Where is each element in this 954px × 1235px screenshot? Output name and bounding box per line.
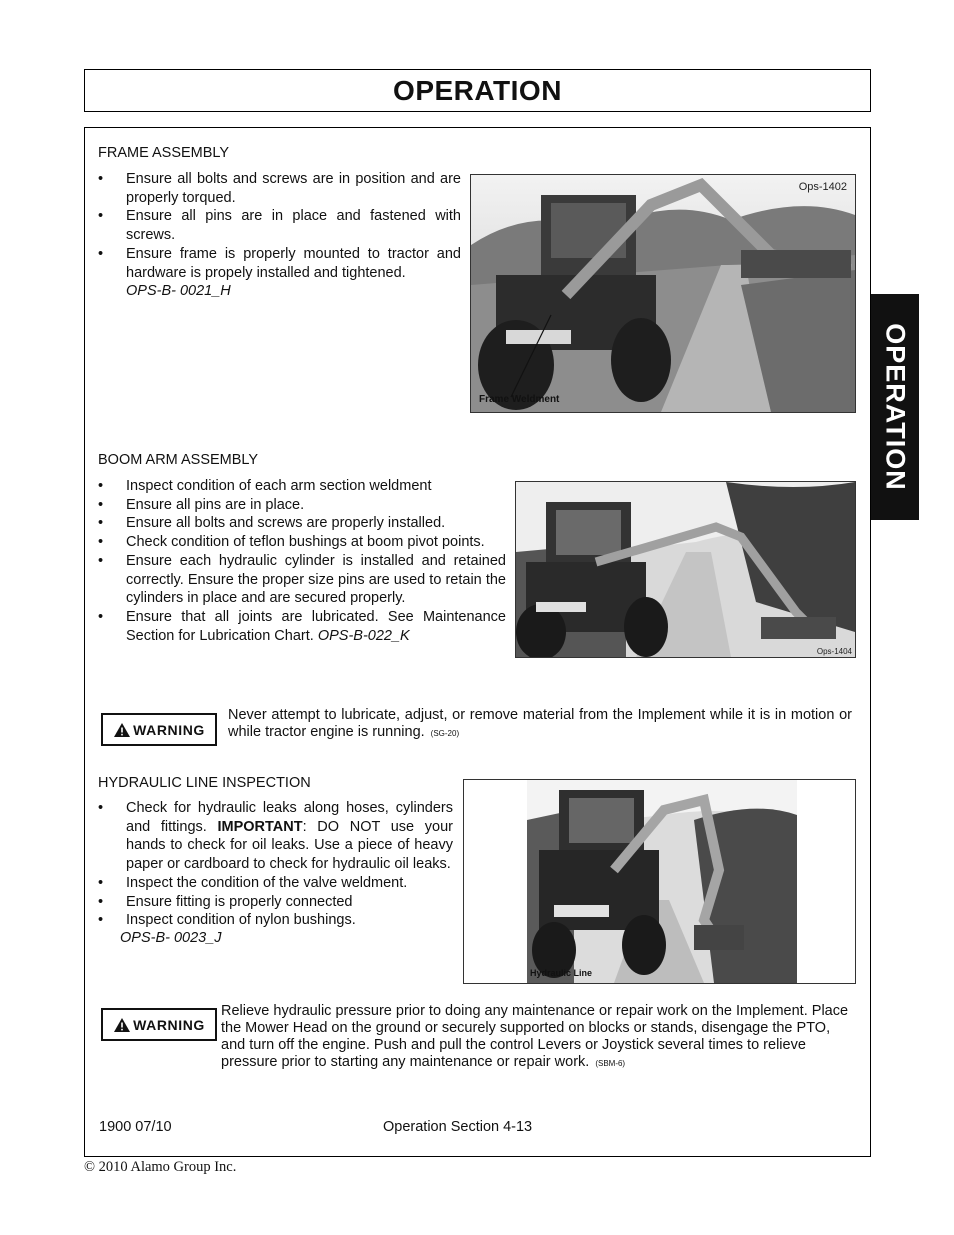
- warning-code: (SG-20): [430, 729, 460, 738]
- warning-text: Never attempt to lubricate, adjust, or remove material from the Implement while it is in motion or while tractor engine is running. (SG-20): [228, 707, 852, 740]
- boom-arm-photo: [515, 481, 856, 658]
- hydraulic-list: [98, 799, 453, 946]
- photo-reference-label: Ops-1404: [816, 647, 852, 656]
- boom-arm-list: [98, 477, 506, 645]
- hydraulic-line-photo: [463, 779, 856, 984]
- reference-code: OPS-B-022_K: [317, 627, 410, 644]
- frame-assembly-heading: FRAME ASSEMBLY: [98, 145, 230, 161]
- list-item: • Check condition of teflon bushings at boom pivot points.: [98, 533, 506, 552]
- section-side-tab: [870, 294, 919, 520]
- footer-model-date: 1900 07/10: [99, 1119, 172, 1135]
- list-item: • Inspect condition of each arm section weldment: [98, 477, 506, 496]
- reference-code: OPS-B- 0023_J: [120, 929, 222, 946]
- page-header: [84, 69, 871, 112]
- hydraulic-heading: HYDRAULIC LINE INSPECTION: [98, 775, 311, 791]
- copyright: © 2010 Alamo Group Inc.: [84, 1159, 237, 1175]
- frame-weldment-photo: [470, 174, 856, 413]
- warning-code: (SBM-6): [595, 1059, 626, 1068]
- list-item: • Ensure fitting is properly connected: [98, 893, 453, 912]
- photo-reference-label: Ops-1402: [798, 181, 847, 193]
- list-item: • Check for hydraulic leaks along hoses, cylinders and fittings. IMPORTANT: DO NOT use your hands to check for oil leaks. Use a piece of heavy paper or cardboard to check for hydraulic oil leaks.: [98, 799, 453, 874]
- boom-arm-heading: BOOM ARM ASSEMBLY: [98, 452, 259, 468]
- footer-section: Operation Section 4-13: [383, 1119, 533, 1135]
- list-item: • Ensure all pins are in place.: [98, 496, 506, 515]
- reference-code: OPS-B- 0021_H: [126, 283, 231, 300]
- list-item: • Inspect the condition of the valve weldment.: [98, 874, 453, 893]
- warning-triangle-icon: [113, 722, 131, 738]
- list-item: • Ensure each hydraulic cylinder is installed and retained correctly. Ensure the proper size pins are used to retain the cylinders in place and are secured properly.: [98, 552, 506, 608]
- warning-badge: [101, 713, 217, 746]
- warning-text: Relieve hydraulic pressure prior to doing any maintenance or repair work on the Implement. Place the Mower Head on the ground or securely supported on blocks or stands, disengage the PTO, and turn off the engine. Push and pull the control Levers or Joystick several times to relieve pressure prior to starting any maintenance or repair work. (SBM-6): [221, 1003, 849, 1070]
- warning-badge-label: WARNING: [133, 721, 205, 738]
- warning-badge: [101, 1008, 217, 1041]
- list-item: • Ensure all pins are in place and fastened with screws.: [98, 207, 461, 244]
- side-tab-label: OPERATION: [880, 323, 910, 491]
- list-item: • Ensure frame is properly mounted to tractor and hardware is propely installed and tightened. OPS-B- 0021_H: [98, 245, 461, 301]
- list-item: • Ensure all bolts and screws are in position and are properly torqued.: [98, 170, 461, 207]
- important-label: IMPORTANT: [217, 818, 303, 835]
- photo-caption: Hydraulic Line: [530, 968, 593, 978]
- photo-caption: Frame Weldment: [479, 394, 560, 405]
- page-title: OPERATION: [393, 74, 562, 106]
- warning-badge-label: WARNING: [133, 1016, 205, 1033]
- list-item: • Inspect condition of nylon bushings.: [98, 911, 453, 930]
- warning-triangle-icon: [113, 1017, 131, 1033]
- frame-assembly-list: [98, 170, 461, 301]
- list-item: • Ensure all bolts and screws are properly installed.: [98, 514, 506, 533]
- list-item: • Ensure that all joints are lubricated. See Maintenance Section for Lubrication Chart. OPS-B-022_K: [98, 608, 506, 645]
